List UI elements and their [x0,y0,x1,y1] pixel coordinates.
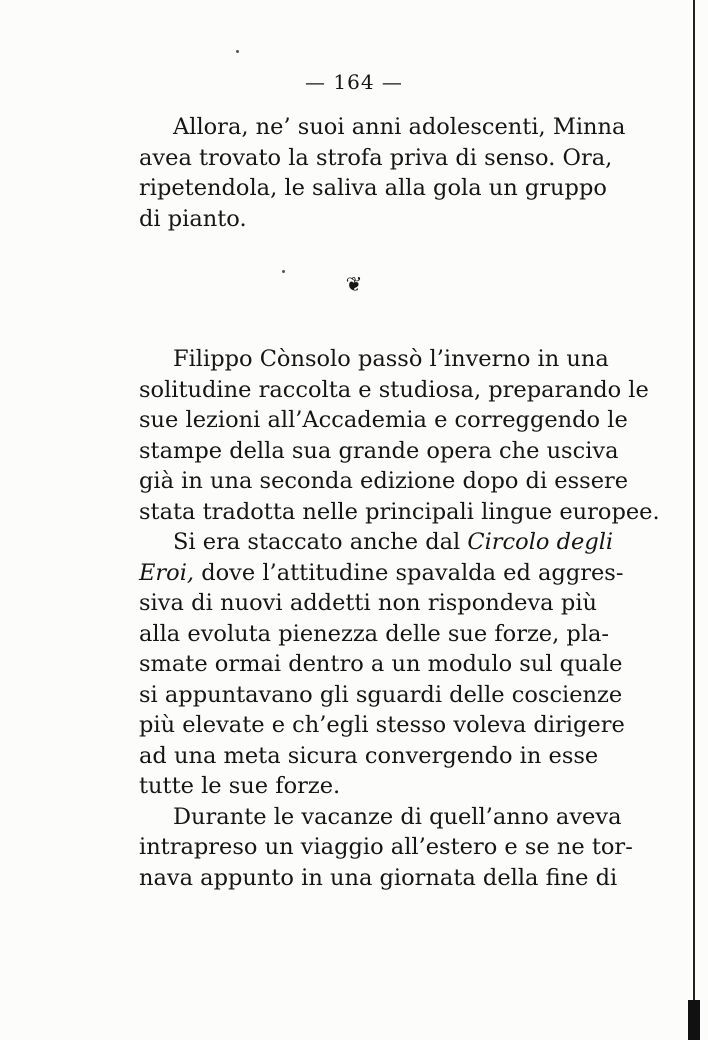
text-line: più elevate e ch’egli stesso voleva dirigere [139,712,625,738]
text-line: solitudine raccolta e studiosa, preparando le [139,376,649,403]
italic-title: Circolo degli [467,529,614,555]
text-line: si appuntavano gli sguardi delle coscienze [139,681,623,708]
text-line: stampe della sua grande opera che usciva [139,437,619,464]
page-number: — 164 — [305,70,403,94]
text-line: nava appunto in una giornata della fine di [139,864,618,891]
section-separator-ornament: ❦ [345,272,363,296]
text-line: di pianto. [139,205,247,232]
text-line: Allora, ne’ suoi anni adolescenti, Minna [173,114,626,140]
text-line [139,558,624,589]
text-line: avea trovato la strofa priva di senso. Ora, [139,144,613,171]
text-line: ripetendola, le saliva alla gola un gruppo [139,175,607,201]
text-line: già in una seconda edizione dopo di essere [139,468,629,494]
text-line: intrapreso un viaggio all’estero e se ne tor- [139,834,633,860]
binding-edge [693,0,695,1040]
text-line: smate ormai dentro a un modulo sul quale [139,651,623,677]
text-line: stata tradotta nelle principali lingue europee. [139,498,660,525]
text-line: alla evoluta pienezza delle sue forze, pla- [139,620,610,647]
text-line [139,527,614,558]
paragraph-1 [139,112,626,234]
text-line: Durante le vacanze di quell’anno aveva [173,803,622,830]
text-line: siva di nuovi addetti non rispondeva più [139,590,597,616]
text-run: dove l’attitudine spavalda ed aggres- [194,559,624,586]
binding-edge-mark [688,1000,700,1040]
italic-title: Eroi, [139,559,195,586]
text-line: Filippo Cònsolo passò l’inverno in una [173,346,609,372]
text-run: Si era staccato anche dal [173,529,468,555]
text-line: tutte le sue forze. [139,773,341,799]
text-line: ad una meta sicura convergendo in esse [139,742,599,769]
paragraph-2 [139,344,660,893]
text-line: sue lezioni all’Accademia e correggendo le [139,407,628,433]
paper-speck [236,50,239,53]
